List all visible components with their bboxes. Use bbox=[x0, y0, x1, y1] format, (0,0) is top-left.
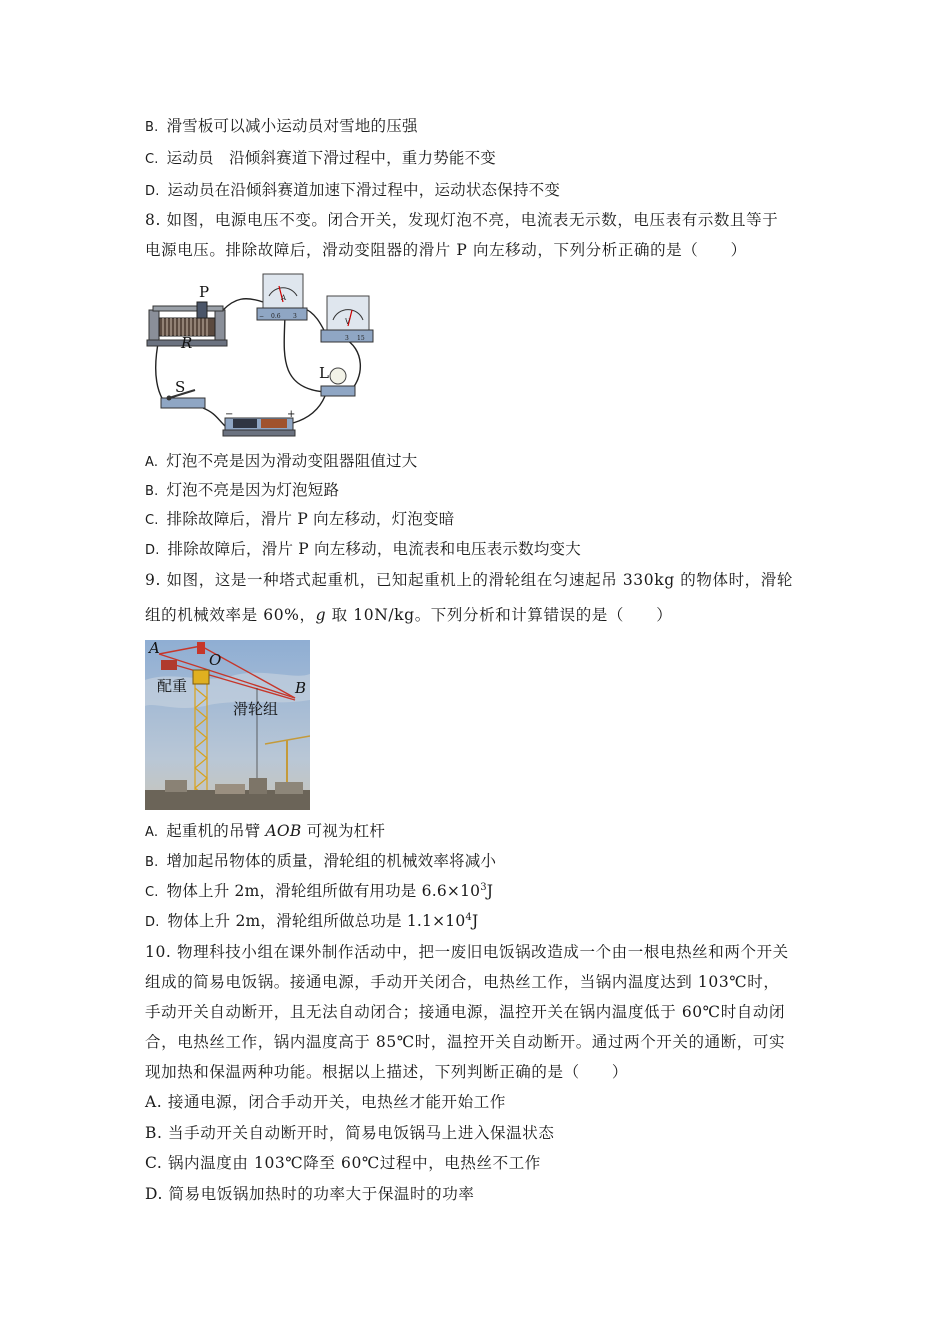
q10-stem-line5: 现加热和保温两种功能。根据以上描述，下列判断正确的是（ ） bbox=[145, 1063, 629, 1081]
crane-label-counterweight: 配重 bbox=[157, 677, 188, 695]
q9-option-b: B. 增加起吊物体的质量，滑轮组的机械效率将减小 bbox=[145, 852, 497, 870]
crane-label-o: O bbox=[209, 651, 222, 669]
q8-option-d: D. 排除故障后，滑片 P 向左移动，电流表和电压表示数均变大 bbox=[145, 540, 581, 558]
crane-label-b: B bbox=[295, 679, 307, 697]
svg-text:A: A bbox=[281, 294, 287, 302]
svg-text:V: V bbox=[345, 318, 351, 326]
q7-option-c: C. 运动员 沿倾斜赛道下滑过程中，重力势能不变 bbox=[145, 149, 497, 167]
q9-stem-line2: 组的机械效率是 60%，g 取 10N/kg。下列分析和计算错误的是（ ） bbox=[145, 606, 673, 624]
crane-label-pulley: 滑轮组 bbox=[233, 700, 279, 718]
q7-option-b: B. 滑雪板可以减小运动员对雪地的压强 bbox=[145, 117, 418, 135]
voltmeter bbox=[321, 296, 373, 342]
label-s: S bbox=[175, 378, 186, 396]
label-minus: − bbox=[225, 409, 234, 420]
circuit-figure bbox=[145, 268, 385, 443]
label-plus: + bbox=[287, 409, 296, 420]
q9-option-d: D. 物体上升 2m，滑轮组所做总功是 $1.1\times 10^4J$ bbox=[145, 911, 479, 930]
q10-stem-line4: 合，电热丝工作，锅内温度高于 85℃时，温控开关自动断开。通过两个开关的通断，可实 bbox=[145, 1033, 786, 1051]
ammeter bbox=[257, 274, 307, 320]
q8-option-b: B. 灯泡不亮是因为灯泡短路 bbox=[145, 481, 340, 499]
q8-stem-line1: 8. 如图，电源电压不变。闭合开关，发现灯泡不亮，电流表无示数，电压表有示数且等于 bbox=[145, 211, 779, 229]
svg-text:3: 3 bbox=[345, 335, 349, 342]
q10-stem-line1: 10. 物理科技小组在课外制作活动中，把一废旧电饭锅改造成一个由一根电热丝和两个开关 bbox=[145, 943, 789, 961]
crane-photo bbox=[145, 640, 310, 810]
svg-text:3: 3 bbox=[293, 313, 297, 320]
battery bbox=[223, 418, 295, 436]
label-l: L bbox=[319, 364, 329, 382]
q9-option-a: A. 起重机的吊臂 AOB 可视为杠杆 bbox=[145, 822, 386, 840]
q10-option-a: A. 接通电源，闭合手动开关，电热丝才能开始工作 bbox=[145, 1093, 506, 1111]
q10-option-b: B. 当手动开关自动断开时，简易电饭锅马上进入保温状态 bbox=[145, 1124, 555, 1142]
q8-option-c: C. 排除故障后，滑片 P 向左移动，灯泡变暗 bbox=[145, 510, 455, 528]
crane-figure bbox=[145, 640, 310, 810]
q10-option-c: C. 锅内温度由 103℃降至 60℃过程中，电热丝不工作 bbox=[145, 1154, 541, 1172]
q10-stem-line3: 手动开关自动断开，且无法自动闭合；接通电源，温控开关在锅内温度低于 60℃时自动闭 bbox=[145, 1003, 786, 1021]
q8-option-a: A. 灯泡不亮是因为滑动变阻器阻值过大 bbox=[145, 452, 418, 470]
label-p: P bbox=[199, 283, 210, 301]
q7-option-d: D. 运动员在沿倾斜赛道加速下滑过程中，运动状态保持不变 bbox=[145, 181, 561, 199]
crane-label-a: A bbox=[149, 640, 160, 657]
q10-stem-line2: 组成的简易电饭锅。接通电源，手动开关闭合，电热丝工作，当锅内温度达到 103℃时， bbox=[145, 973, 780, 991]
svg-text:15: 15 bbox=[357, 335, 365, 342]
label-r: R bbox=[181, 334, 193, 352]
q10-option-d: D. 简易电饭锅加热时的功率大于保温时的功率 bbox=[145, 1185, 475, 1203]
svg-text:0.6: 0.6 bbox=[271, 313, 281, 320]
q9-stem-line1: 9. 如图，这是一种塔式起重机，已知起重机上的滑轮组在匀速起吊 330kg 的物体时，滑轮 bbox=[145, 571, 793, 589]
svg-text:−: − bbox=[259, 313, 265, 320]
q8-stem-line2: 电源电压。排除故障后，滑动变阻器的滑片 P 向左移动，下列分析正确的是（ ） bbox=[145, 241, 747, 259]
q9-option-c: C. 物体上升 2m，滑轮组所做有用功是 $6.6\times 10^3J$ bbox=[145, 881, 494, 900]
